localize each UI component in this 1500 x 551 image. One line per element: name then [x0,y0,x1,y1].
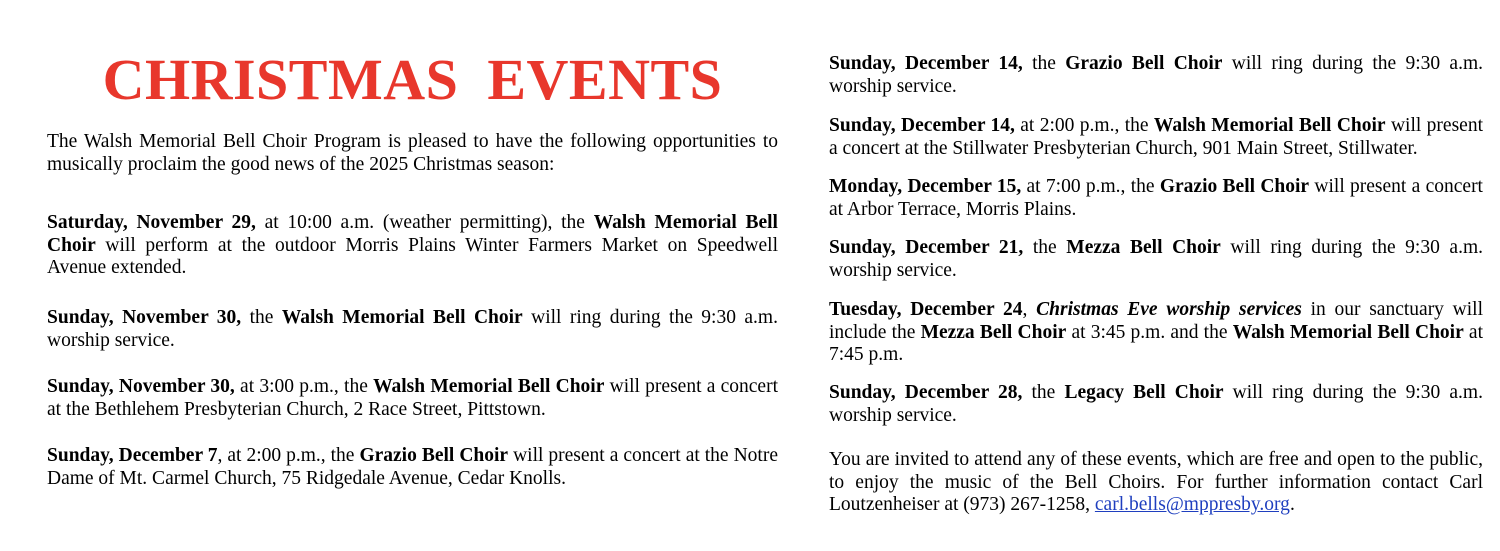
event-text: will ring during the 9:30 a.m. worship service. [829,382,1483,426]
choir-name: Grazio Bell Choir [359,445,509,466]
event-text: at 7:00 p.m., the [1021,176,1160,197]
intro-paragraph: The Walsh Memorial Bell Choir Program is pleased to have the following opportunities to musically proclaim the good news of the 2025 Christmas season: [47,131,778,175]
event-text: at 3:00 p.m., the [234,376,374,397]
event-text: will ring during the 9:30 a.m. worship service. [829,237,1484,281]
closing-paragraph [829,449,1483,517]
event-item [829,237,1483,282]
choir-name: Grazio Bell Choir [1159,176,1310,197]
event-date: Sunday, December 14, [829,53,1023,74]
event-text: at 2:00 p.m., the [1014,115,1154,136]
closing-text: You are invited to attend any of these events, which are free and open to the public, to enjoy the music of the Bell Choirs. For further information contact Carl Loutzenheiser at (973) 267-1258, [829,449,1483,515]
event-date: Sunday, December 14, [829,115,1015,136]
event-item [829,176,1483,221]
choir-name: Grazio Bell Choir [1065,53,1223,74]
event-item [829,53,1483,98]
event-item [47,212,778,280]
choir-name: Walsh Memorial Bell Choir [1232,321,1464,343]
event-text: the [1023,237,1067,258]
choir-name: Mezza Bell Choir [1066,237,1221,258]
event-date: Monday, December 15, [829,176,1022,197]
choir-name: Walsh Memorial Bell Choir [47,212,778,256]
event-item [829,299,1483,367]
special-service: Christmas Eve worship services [1036,299,1302,320]
event-item [829,115,1483,160]
event-text: will perform at the outdoor Morris Plains Winter Farmers Market on Speedwell Avenue extended. [47,234,778,278]
choir-name: Walsh Memorial Bell Choir [281,307,523,328]
choir-name: Walsh Memorial Bell Choir [373,376,605,397]
event-date: Sunday, November 30, [47,307,242,328]
event-text: the [241,307,282,328]
event-text: at 3:45 p.m. and the [1066,321,1233,343]
event-item [47,307,778,352]
event-text: the [1022,382,1065,403]
event-item [47,445,778,490]
event-item [829,382,1483,427]
event-date: Sunday, December 28, [829,382,1023,403]
page-title: CHRISTMAS EVENTS [102,47,723,112]
event-text: will present a concert at the Stillwater Presbyterian Church, 901 Main Street, Stillwater. [829,115,1483,159]
event-text: at 10:00 a.m. (weather permitting), the [255,212,594,233]
event-item [47,376,778,421]
closing-end: . [1289,494,1295,515]
event-date: Tuesday, December 24 [829,299,1023,320]
event-text: , at 2:00 p.m., the [217,445,360,466]
event-text: in our sanctuary will include the [829,299,1484,343]
event-date: Sunday, December 7 [47,445,218,466]
event-text: will ring during the 9:30 a.m. worship service. [47,307,778,351]
choir-name: Legacy Bell Choir [1064,382,1224,403]
event-date: Sunday, November 30, [47,376,235,397]
event-text: will present a concert at the Notre Dame of Mt. Carmel Church, 75 Ridgedale Avenue, Cedar Knolls. [47,445,778,489]
choir-name: Mezza Bell Choir [920,321,1067,343]
event-text: at 7:45 p.m. [829,321,1484,365]
event-date: Sunday, December 21, [829,237,1024,258]
event-text: the [1022,53,1066,74]
event-text: will present a concert at the Bethlehem Presbyterian Church, 2 Race Street, Pittstown. [47,376,778,420]
event-text: , [1022,299,1037,320]
email-link[interactable]: carl.bells@mppresby.org [1094,494,1290,515]
choir-name: Walsh Memorial Bell Choir [1153,115,1386,136]
event-date: Saturday, November 29, [47,212,256,233]
event-text: will present a concert at Arbor Terrace, Morris Plains. [829,176,1483,220]
event-text: will ring during the 9:30 a.m. worship service. [829,53,1483,97]
